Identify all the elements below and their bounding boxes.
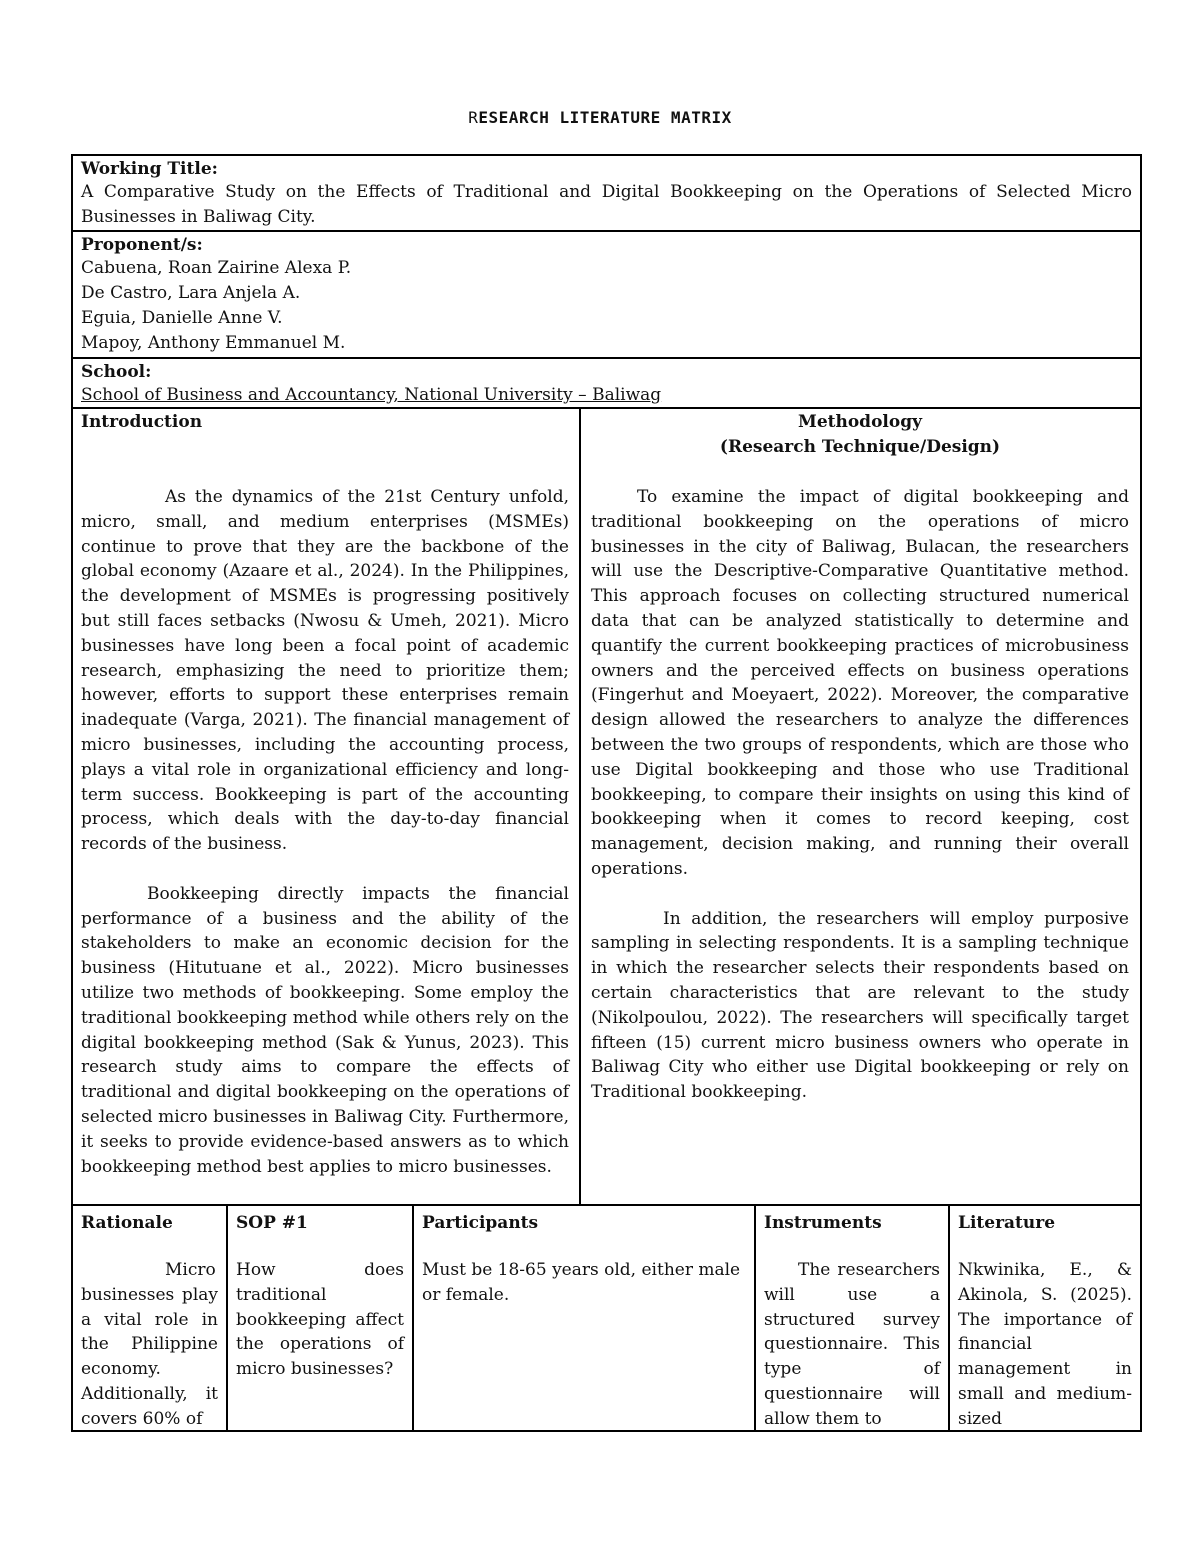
document-title-rest: ESEARCH LITERATURE MATRIX <box>478 108 732 127</box>
school-row <box>73 359 1140 409</box>
working-title-row <box>73 156 1140 232</box>
school-name: School of Business and Accountancy, National University – Baliwag <box>81 385 662 405</box>
methodology-subheading: (Research Technique/Design) <box>719 437 1001 457</box>
methodology-paragraph: In addition, the researchers will employ purposive sampling in selecting respondents. It is a sampling technique in which the researcher selects their respondents based on certain characteristics that are relevant to the study (Nikolpoulou, 2022). The researchers will specifically target fifteen (15) current micro business owners who operate in Baliwag City who either use Digital bookkeeping or rely on Traditional bookkeeping. <box>591 908 1129 1103</box>
proponent-name: De Castro, Lara Anjela A. <box>81 283 301 303</box>
participants-text: Must be 18-65 years old, either male or female. <box>422 1260 741 1305</box>
proponent-name: Eguia, Danielle Anne V. <box>81 308 283 328</box>
sop-heading: SOP #1 <box>236 1213 308 1233</box>
rationale-heading: Rationale <box>81 1213 173 1233</box>
methodology-paragraph: To examine the impact of digital bookkeeping and traditional bookkeeping on the operations of micro businesses in the city of Baliwag, Bulacan, the researchers will use the Descriptive-Comparative Quantitative method. This approach focuses on collecting structured numerical data that can be analyzed statistically to determine and quantify the current bookkeeping practices of microbusiness owners and the perceived effects on business operations (Fingerhut and Moeyaert, 2022). Moreover, the comparative design allowed the researchers to analyze the differences between the two groups of respondents, which are those who use Digital bookkeeping and those who use Traditional bookkeeping, to compare their insights on using this kind of bookkeeping when it comes to record keeping, cost management, decision making, and running their overall operations. <box>591 487 1129 879</box>
document-title <box>0 108 1200 127</box>
proponent-name: Cabuena, Roan Zairine Alexa P. <box>81 258 352 278</box>
working-title-label: Working Title: <box>81 159 218 179</box>
introduction-heading: Introduction <box>81 412 203 432</box>
literature-matrix-table <box>71 154 1142 1432</box>
instruments-text: The researchers will use a structured survey questionnaire. This type of questionnaire will allow them to <box>764 1260 940 1429</box>
sop-cell <box>228 1206 414 1430</box>
participants-heading: Participants <box>422 1213 539 1233</box>
school-label: School: <box>81 362 152 382</box>
literature-cell <box>950 1206 1140 1430</box>
instruments-heading: Instruments <box>764 1213 882 1233</box>
rationale-text: Micro businesses play a vital role in the Philippine economy. Additionally, it covers 60% of <box>81 1260 218 1429</box>
methodology-heading: Methodology <box>798 412 922 432</box>
literature-heading: Literature <box>958 1213 1056 1233</box>
introduction-paragraph: As the dynamics of the 21st Century unfold, micro, small, and medium enterprises (MSMEs) continue to prove that they are the backbone of the global economy (Azaare et al., 2024). In the Philippines, the development of MSMEs is progressing positively but still faces setbacks (Nwosu & Umeh, 2021). Micro businesses have long been a focal point of academic research, emphasizing the need to prioritize them; however, efforts to support these enterprises remain inadequate (Varga, 2021). The financial management of micro businesses, including the accounting process, plays a vital role in organizational efficiency and long-term success. Bookkeeping is part of the accounting process, which deals with the day-to-day financial records of the business. <box>81 487 569 855</box>
working-title-text: A Comparative Study on the Effects of Traditional and Digital Bookkeeping on the Operations of Selected Micro Businesses in Baliwag City. <box>81 182 1132 227</box>
document-title-first-letter: R <box>468 108 479 127</box>
proponents-label: Proponent/s: <box>81 235 203 255</box>
literature-text: Nkwinika, E., & Akinola, S. (2025). The importance of financial management in small and medium-sized <box>958 1260 1132 1429</box>
proponents-row <box>73 232 1140 359</box>
details-row <box>73 1206 1140 1430</box>
introduction-methodology-row <box>73 409 1140 1206</box>
instruments-cell <box>756 1206 950 1430</box>
methodology-cell <box>581 409 1140 1204</box>
proponent-name: Mapoy, Anthony Emmanuel M. <box>81 333 346 353</box>
introduction-cell <box>73 409 581 1204</box>
introduction-paragraph: Bookkeeping directly impacts the financial performance of a business and the ability of the stakeholders to make an economic decision for the business (Hitutuane et al., 2022). Micro businesses utilize two methods of bookkeeping. Some employ the traditional bookkeeping method while others rely on the digital bookkeeping method (Sak & Yunus, 2023). This research study aims to compare the effects of traditional and digital bookkeeping on the operations of selected micro businesses in Baliwag City. Furthermore, it seeks to provide evidence-based answers as to which bookkeeping method best applies to micro businesses. <box>81 883 569 1177</box>
participants-cell <box>414 1206 756 1430</box>
rationale-cell <box>73 1206 228 1430</box>
sop-text: How does traditional bookkeeping affect the operations of micro businesses? <box>236 1260 404 1380</box>
